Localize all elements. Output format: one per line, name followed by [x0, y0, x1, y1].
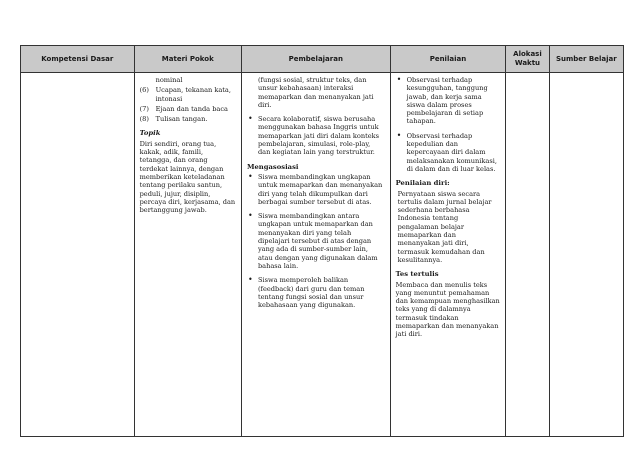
- list-item: • Siswa membandingkan ungkapan untuk memaparkan dan menanyakan diri yang telah dikumpulkan dari berbagai sumber tersebut di atas.: [247, 173, 385, 206]
- cell-alokasi-waktu: [506, 73, 549, 437]
- list-item: • Observasi terhadap kesungguhan, tanggung jawab, dan kerja sama siswa dalam proses pembelajaran di setiap tahapan.: [396, 76, 501, 126]
- list-item: • Siswa memperoleh balikan (feedback) dari guru dan teman tentang fungsi sosial dan unsur kebahasaan yang digunakan.: [247, 276, 385, 309]
- asosiasi-list: [247, 173, 385, 309]
- list-item: • Observasi terhadap kepedulian dan kepercayaan diri dalam melaksanakan komunikasi, di dalam dan di luar kelas.: [396, 132, 501, 173]
- syllabus-table: [20, 45, 624, 437]
- list-item: (6) Ucapan, tekanan kata, intonasi: [139, 86, 231, 103]
- table-header-row: [21, 46, 624, 73]
- cell-pembelajaran: [241, 73, 390, 437]
- header-sumber-belajar: Sumber Belajar: [549, 46, 623, 73]
- list-item: (8) Tulisan tangan.: [139, 115, 208, 124]
- penilaian-diri-heading: Penilaian diri:: [395, 179, 450, 188]
- topik-text: Diri sendiri, orang tua, kakak, adik, famili, tetangga, dan orang terdekat lainnya, dengan memberikan keteladanan tentang perilaku santun, peduli, jujur, disiplin, percaya diri, kerjasama, dan bertanggung jawab.: [139, 139, 236, 215]
- materi-continuation: nominal: [155, 76, 183, 84]
- mengasosiasi-heading: Mengasosiasi: [246, 162, 299, 171]
- cell-penilaian: [390, 73, 506, 437]
- cell-kompetensi-dasar: [21, 73, 135, 437]
- tes-tertulis-heading: Tes tertulis: [395, 270, 439, 279]
- cell-sumber-belajar: [549, 73, 623, 437]
- tes-tertulis-text: Membaca dan menulis teks yang menuntut pemahaman dan kemampuan menghasilkan teks yang di dalamnya termasuk tindakan memaparkan dan menanyakan jati diri.: [395, 280, 500, 339]
- pembelajaran-list: [247, 115, 385, 156]
- list-item: (7) Ejaan dan tanda baca: [139, 104, 228, 113]
- materi-list: [140, 86, 236, 123]
- cell-materi-pokok: [134, 73, 241, 437]
- observasi-list: [396, 76, 501, 173]
- header-pembelajaran: Pembelajaran: [241, 46, 390, 73]
- table-row: [21, 73, 624, 437]
- pembelajaran-continuation: (fungsi sosial, struktur teks, dan unsur kebahasaan) interaksi memaparkan dan menanyakan jati diri.: [257, 76, 374, 109]
- header-penilaian: Penilaian: [390, 46, 506, 73]
- penilaian-diri-text: Pernyataan siswa secara tertulis dalam jurnal belajar sederhana berbahasa Indonesia tentang pengalaman belajar memaparkan dan menanyakan jati diri, termasuk kemudahan dan kesulitannya.: [397, 189, 492, 264]
- header-alokasi-waktu: Alokasi Waktu: [506, 46, 549, 73]
- list-item: • Secara kolaboratif, siswa berusaha menggunakan bahasa Inggris untuk memaparkan jati diri dalam konteks pembelajaran, simulasi, role-play, dan kegiatan lain yang terstruktur.: [247, 115, 385, 156]
- list-item: • Siswa membandingkan antara ungkapan untuk memaparkan dan menanyakan diri yang telah dipelajari tersebut di atas dengan yang ada di sumber-sumber lain, atau dengan yang digunakan dalam bahasa lain.: [247, 212, 385, 270]
- topik-heading: Topik: [139, 129, 161, 138]
- header-materi-pokok: Materi Pokok: [134, 46, 241, 73]
- header-kompetensi-dasar: Kompetensi Dasar: [21, 46, 135, 73]
